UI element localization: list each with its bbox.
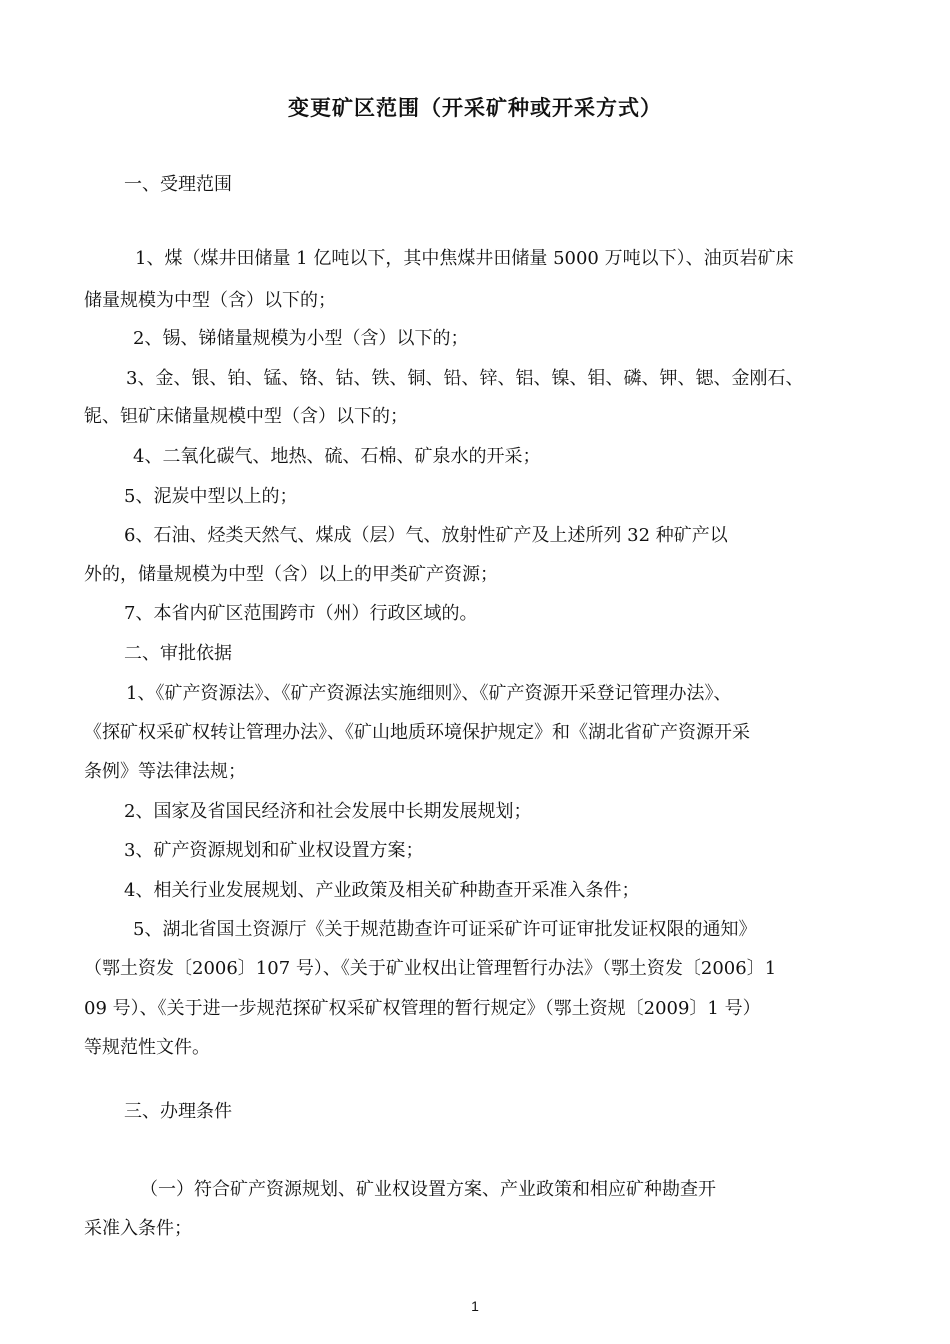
paragraph-line: 4、二氧化碳气、地热、硫、石棉、矿泉水的开采； — [133, 446, 541, 467]
paragraph-line: 1、《矿产资源法》、《矿产资源法实施细则》、《矿产资源开采登记管理办法》、 — [126, 683, 732, 704]
paragraph-line: 2、锡、锑储量规模为小型（含）以下的； — [133, 328, 469, 349]
paragraph-line: 6、石油、烃类天然气、煤成（层）气、放射性矿产及上述所列 32 种矿产以 — [124, 525, 728, 546]
paragraph-line: 等规范性文件。 — [84, 1037, 210, 1058]
paragraph-line: 储量规模为中型（含）以下的； — [84, 290, 336, 311]
paragraph-line: 外的，储量规模为中型（含）以上的甲类矿产资源； — [84, 564, 498, 585]
page-number: 1 — [471, 1298, 479, 1314]
paragraph-line: （鄂土资发〔2006〕107 号）、《关于矿业权出让管理暂行办法》（鄂土资发〔2006〕1 — [84, 958, 777, 979]
paragraph-line: 1、煤（煤井田储量 1 亿吨以下，其中焦煤井田储量 5000 万吨以下）、油页岩矿床 — [135, 248, 794, 269]
paragraph-line: （一）符合矿产资源规划、矿业权设置方案、产业政策和相应矿种勘查开 — [140, 1179, 716, 1200]
paragraph-line: 3、金、银、铂、锰、铬、钴、铁、铜、铅、锌、铝、镍、钼、磷、钾、锶、金刚石、 — [126, 368, 804, 389]
paragraph-line: 2、国家及省国民经济和社会发展中长期发展规划； — [124, 801, 532, 822]
paragraph-line: 采准入条件； — [84, 1218, 192, 1239]
paragraph-line: 《探矿权采矿权转让管理办法》、《矿山地质环境保护规定》和《湖北省矿产资源开采 — [84, 722, 750, 743]
paragraph-line: 3、矿产资源规划和矿业权设置方案； — [124, 840, 424, 861]
paragraph-line: 条例》等法律法规； — [84, 761, 246, 782]
paragraph-line: 09 号）、《关于进一步规范探矿权采矿权管理的暂行规定》（鄂土资规〔2009〕1 号） — [84, 998, 761, 1019]
paragraph-line: 铌、钽矿床储量规模中型（含）以下的； — [84, 406, 408, 427]
paragraph-line: 7、本省内矿区范围跨市（州）行政区域的。 — [124, 603, 478, 624]
paragraph-line: 5、湖北省国土资源厅《关于规范勘查许可证采矿许可证审批发证权限的通知》 — [133, 919, 757, 940]
document-title: 变更矿区范围（开采矿种或开采方式） — [288, 96, 662, 120]
section-heading-basis: 二、审批依据 — [124, 643, 232, 664]
paragraph-line: 4、相关行业发展规划、产业政策及相关矿种勘查开采准入条件； — [124, 880, 640, 901]
section-heading-scope: 一、受理范围 — [124, 174, 232, 195]
section-heading-conditions: 三、办理条件 — [124, 1101, 232, 1122]
paragraph-line: 5、泥炭中型以上的； — [124, 486, 298, 507]
